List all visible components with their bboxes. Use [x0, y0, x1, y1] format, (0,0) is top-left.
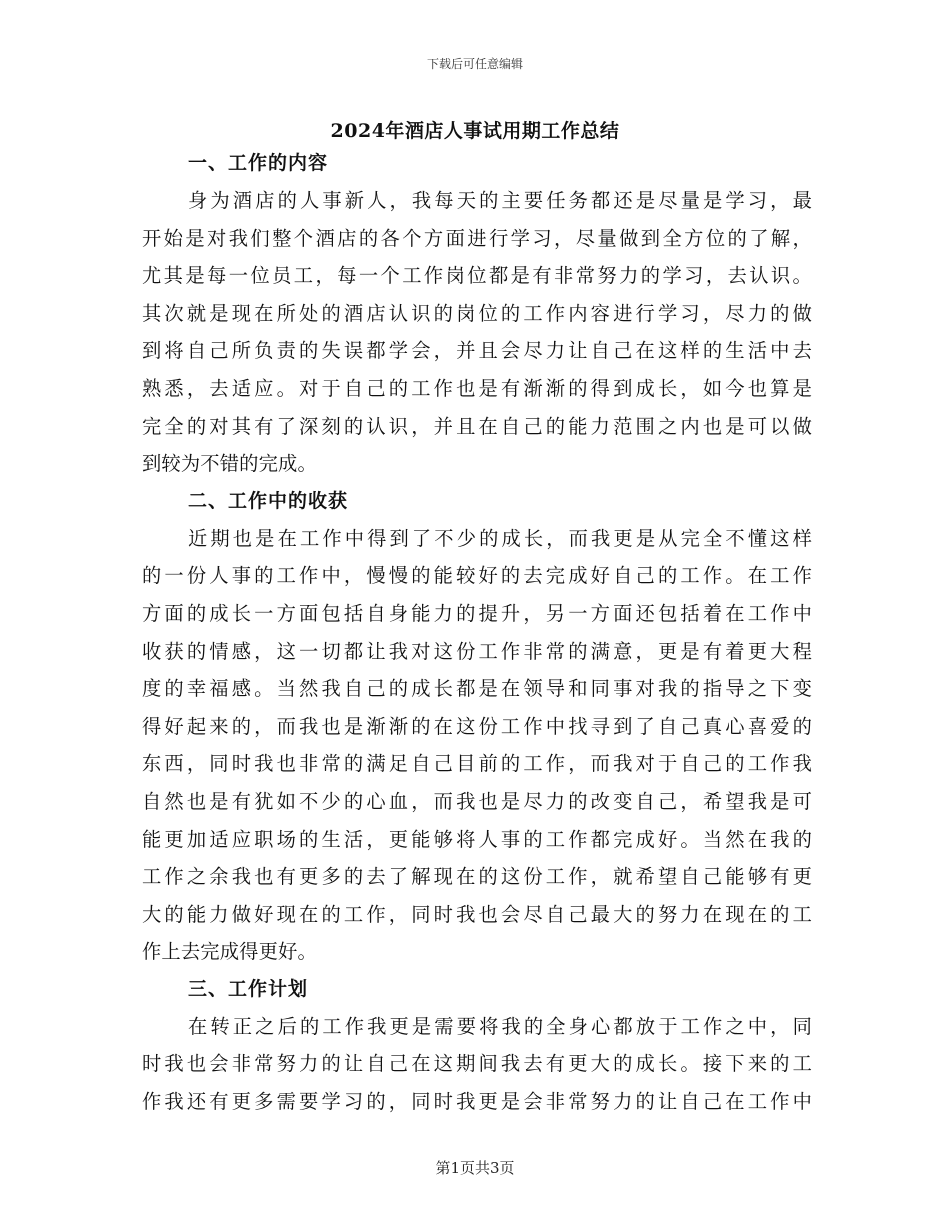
- paragraph: [142, 1008, 812, 1121]
- paragraph-line: 自然也是有犹如不少的心血，而我也是尽力的改变自己，希望我是可: [142, 789, 812, 813]
- paragraph-line: 时我也会非常努力的让自己在这期间我去有更大的成长。接下来的工: [142, 1052, 812, 1076]
- paragraph-line: 工作之余我也有更多的去了解现在的这份工作，就希望自己能够有更: [142, 865, 812, 889]
- paragraph-line: 熟悉，去适应。对于自己的工作也是有渐渐的得到成长，如今也算是: [142, 376, 812, 400]
- paragraph-line: 近期也是在工作中得到了不少的成长，而我更是从完全不懂这样: [188, 526, 812, 550]
- section-heading: 三、工作计划: [188, 977, 309, 1000]
- section-work-content: [142, 145, 812, 483]
- paragraph-line: 身为酒店的人事新人，我每天的主要任务都还是尽量是学习，最: [188, 189, 812, 212]
- paragraph-line: 大的能力做好现在的工作，同时我也会尽自己最大的努力在现在的工: [142, 902, 812, 926]
- paragraph-line: 度的幸福感。当然我自己的成长都是在领导和同事对我的指导之下变: [142, 677, 812, 701]
- paragraph-line: 东西，同时我也非常的满足自己目前的工作，而我对于自己的工作我: [142, 752, 812, 776]
- paragraph-line: 其次就是现在所处的酒店认识的岗位的工作内容进行学习，尽力的做: [142, 301, 812, 325]
- document-body: [142, 145, 812, 1121]
- paragraph-line: 能更加适应职场的生活，更能够将人事的工作都完成好。当然在我的: [142, 827, 812, 851]
- paragraph-line: 作上去完成得更好。: [142, 940, 317, 964]
- section-work-plan: [142, 971, 812, 1121]
- paragraph-line: 在转正之后的工作我更是需要将我的全身心都放于工作之中，同: [188, 1014, 812, 1038]
- section-heading: 二、工作中的收获: [188, 489, 349, 512]
- paragraph: [142, 520, 812, 971]
- paragraph-line: 作我还有更多需要学习的，同时我更是会非常努力的让自己在工作中: [142, 1090, 812, 1114]
- paragraph-line: 开始是对我们整个酒店的各个方面进行学习，尽量做到全方位的了解，: [142, 226, 812, 250]
- section-heading: 一、工作的内容: [188, 152, 329, 174]
- paragraph-line: 收获的情感，这一切都让我对这份工作非常的满意，更是有着更大程: [142, 639, 812, 663]
- paragraph: [142, 182, 812, 483]
- section-work-gains: [142, 483, 812, 971]
- paragraph-line: 得好起来的，而我也是渐渐的在这份工作中找寻到了自己真心喜爱的: [142, 714, 812, 738]
- paragraph-line: 到较为不错的完成。: [142, 452, 317, 476]
- document-title: 2024年酒店人事试用期工作总结: [330, 120, 620, 142]
- paragraph-line: 到将自己所负责的失误都学会，并且会尽力让自己在这样的生活中去: [142, 339, 812, 363]
- page-footer: 第1页共3页: [435, 1159, 515, 1177]
- paragraph-line: 的一份人事的工作中，慢慢的能较好的去完成好自己的工作。在工作: [142, 564, 812, 588]
- paragraph-line: 方面的成长一方面包括自身能力的提升，另一方面还包括着在工作中: [142, 601, 812, 625]
- header-note: 下载后可任意编辑: [426, 57, 523, 71]
- paragraph-line: 尤其是每一位员工，每一个工作岗位都是有非常努力的学习，去认识。: [142, 264, 812, 288]
- paragraph-line: 完全的对其有了深刻的认识，并且在自己的能力范围之内也是可以做: [142, 414, 812, 438]
